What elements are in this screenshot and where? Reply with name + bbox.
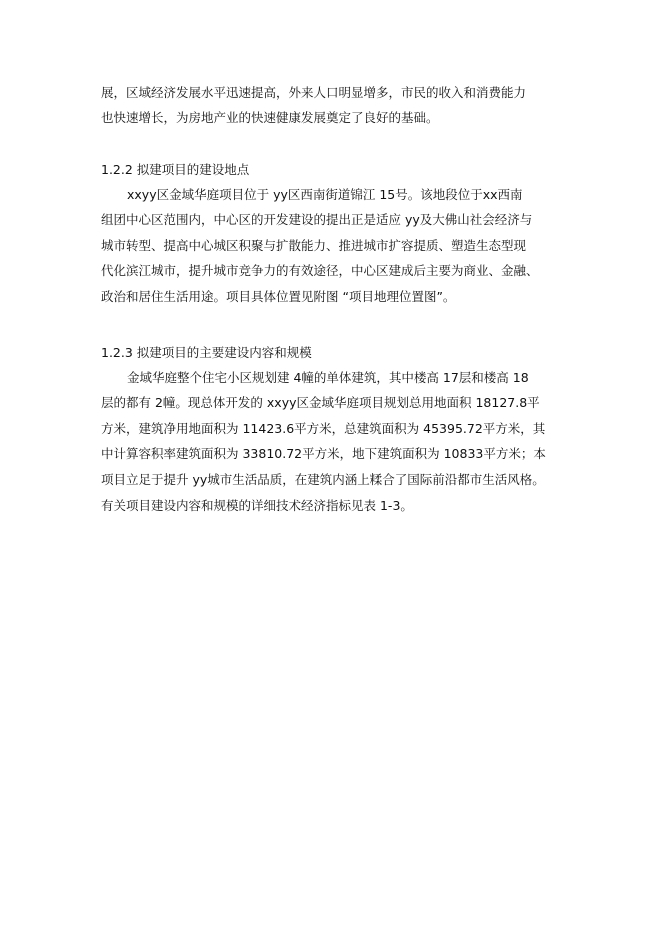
- location-line-3: 城市转型、提高中心城区积聚与扩散能力、推进城市扩容提质、塑造生态型现: [101, 238, 527, 253]
- section-heading-location: 1.2.2 拟建项目的建设地点: [101, 162, 250, 177]
- scale-line-5: 项目立足于提升 yy城市生活品质，在建筑内涵上糅合了国际前沿都市生活风格。: [101, 472, 545, 487]
- location-line-2: 组团中心区范围内，中心区的开发建设的提出正是适应 yy及大佛山社会经济与: [101, 212, 533, 227]
- location-line-4: 代化滨江城市，提升城市竞争力的有效途径，中心区建成后主要为商业、金融、: [101, 263, 539, 278]
- scale-line-3: 方米，建筑净用地面积为 11423.6平方米，总建筑面积为 45395.72平方米，其: [101, 421, 546, 436]
- location-line-5: 政治和居住生活用途。项目具体位置见附图 “项目地理位置图”。: [101, 289, 456, 304]
- intro-line-1: 展，区域经济发展水平迅速提高，外来人口明显增多，市民的收入和消费能力: [101, 85, 527, 100]
- scale-line-1: 金域华庭整个住宅小区规划建 4幢的单体建筑，其中楼高 17层和楼高 18: [127, 370, 529, 385]
- section-heading-scale: 1.2.3 拟建项目的主要建设内容和规模: [101, 345, 312, 360]
- scale-line-4: 中计算容积率建筑面积为 33810.72平方米，地下建筑面积为 10833平方米；本: [101, 446, 546, 461]
- scale-line-6: 有关项目建设内容和规模的详细技术经济指标见表 1-3。: [101, 498, 413, 513]
- location-line-1: xxyy区金域华庭项目位于 yy区西南街道锦江 15号。该地段位于xx西南: [127, 187, 523, 202]
- intro-line-2: 也快速增长，为房地产业的快速健康发展奠定了良好的基础。: [101, 110, 439, 125]
- scale-line-2: 层的都有 2幢。现总体开发的 xxyy区金域华庭项目规划总用地面积 18127.8平: [101, 395, 540, 410]
